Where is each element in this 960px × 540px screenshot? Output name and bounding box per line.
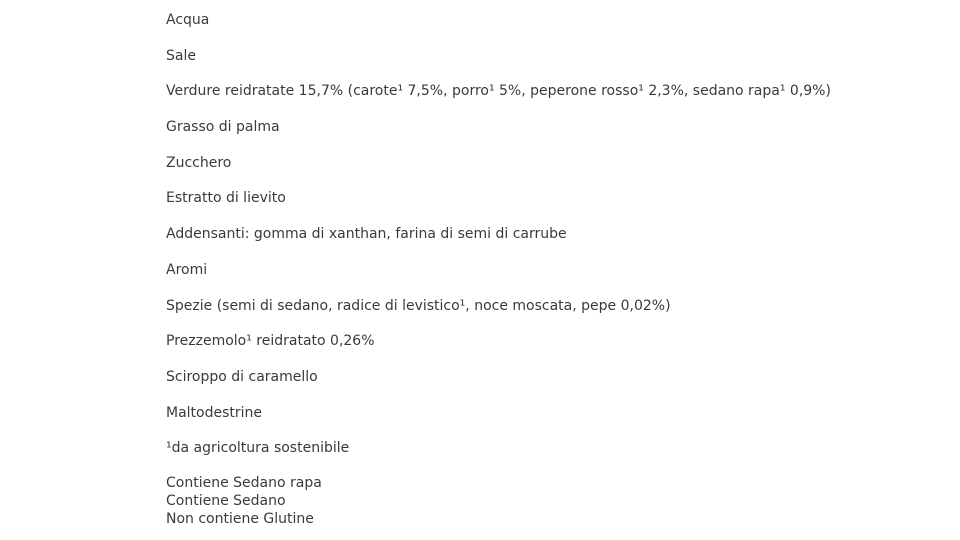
ingredient-item: Spezie (semi di sedano, radice di levistico¹, noce moscata, pepe 0,02%) bbox=[166, 297, 671, 314]
allergen-line: Contiene Sedano bbox=[166, 493, 286, 509]
ingredient-item: Verdure reidratate 15,7% (carote¹ 7,5%, porro¹ 5%, peperone rosso¹ 2,3%, sedano rapa¹ 0,9%) bbox=[166, 83, 831, 100]
ingredient-item: Addensanti: gomma di xanthan, farina di semi di carrube bbox=[166, 226, 567, 243]
allergen-line: Non contiene Glutine bbox=[166, 511, 314, 527]
ingredient-item: Grasso di palma bbox=[166, 119, 280, 136]
ingredient-item: Zucchero bbox=[166, 154, 232, 171]
ingredient-item: Sale bbox=[166, 47, 196, 64]
ingredient-item: Aromi bbox=[166, 261, 208, 278]
footnote: ¹da agricoltura sostenibile bbox=[166, 440, 350, 457]
allergen-line: Contiene Sedano rapa bbox=[166, 475, 322, 491]
ingredient-item: Estratto di lievito bbox=[166, 190, 286, 207]
ingredient-item: Prezzemolo¹ reidratato 0,26% bbox=[166, 333, 375, 350]
ingredient-item: Acqua bbox=[166, 12, 210, 28]
allergen-info bbox=[166, 474, 322, 528]
ingredient-item: Maltodestrine bbox=[166, 404, 263, 421]
ingredient-item: Sciroppo di caramello bbox=[166, 368, 318, 385]
ingredient-list bbox=[166, 11, 831, 475]
